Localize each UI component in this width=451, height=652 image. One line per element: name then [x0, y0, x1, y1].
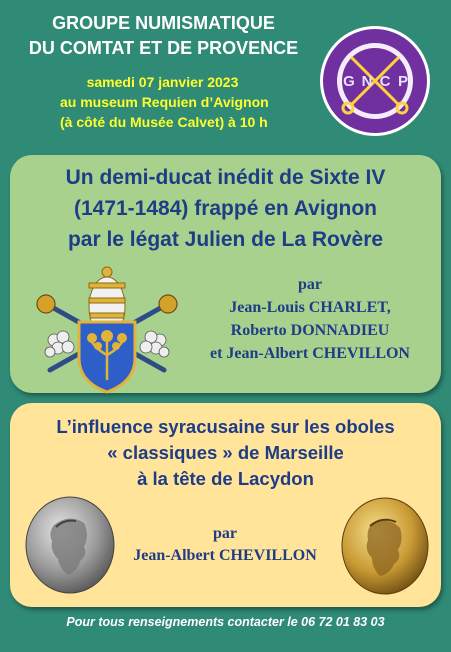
- talk2-title-line1: L’influence syracusaine sur les oboles: [56, 416, 395, 437]
- event-venue: au museum Requien d’Avignon: [60, 94, 269, 110]
- talk1-title-line3: par le légat Julien de La Rovère: [67, 228, 384, 251]
- talk1-title: [10, 162, 441, 255]
- silver-coin-image: [24, 495, 116, 595]
- talk2-authors: [110, 523, 340, 567]
- org-name-line1: GROUPE NUMISMATIQUE: [52, 13, 275, 33]
- contact-footer: Pour tous renseignements contacter le 06 72 01 83 03: [66, 615, 385, 629]
- talk1-by: par: [298, 276, 322, 293]
- header: [0, 0, 451, 150]
- logo-letter-c: C: [379, 73, 391, 90]
- gold-coin-image: [340, 496, 430, 596]
- logo-letter-g: G: [343, 73, 355, 90]
- gncp-logo: [319, 25, 431, 137]
- event-date: samedi 07 janvier 2023: [86, 74, 239, 90]
- event-details: [60, 72, 269, 132]
- logo-letter-n: N: [361, 73, 373, 90]
- talk1-title-line1: Un demi-ducat inédit de Sixte IV: [65, 166, 386, 189]
- talk2-title-line3: à la tête de Lacydon: [137, 468, 314, 489]
- logo-letter-p: P: [397, 73, 409, 90]
- talk2-by: par: [213, 525, 237, 542]
- org-name-line2: DU COMTAT ET DE PROVENCE: [28, 38, 299, 58]
- talk1-author2: Roberto DONNADIEU: [230, 322, 390, 339]
- event-location-time: (à côté du Musée Calvet) à 10 h: [60, 114, 268, 130]
- talk2-card: [10, 403, 441, 607]
- talk2-title: [10, 414, 441, 492]
- talk1-card: [10, 155, 441, 393]
- talk2-title-line2: « classiques » de Marseille: [107, 442, 344, 463]
- talk1-author3: et Jean-Albert CHEVILLON: [210, 345, 410, 362]
- talk2-author1: Jean-Albert CHEVILLON: [133, 547, 317, 564]
- papal-coat-of-arms-image: [32, 260, 182, 395]
- talk1-title-line2: (1471-1484) frappé en Avignon: [73, 197, 378, 220]
- talk1-authors: [190, 273, 430, 365]
- talk1-author1: Jean-Louis CHARLET,: [229, 299, 391, 316]
